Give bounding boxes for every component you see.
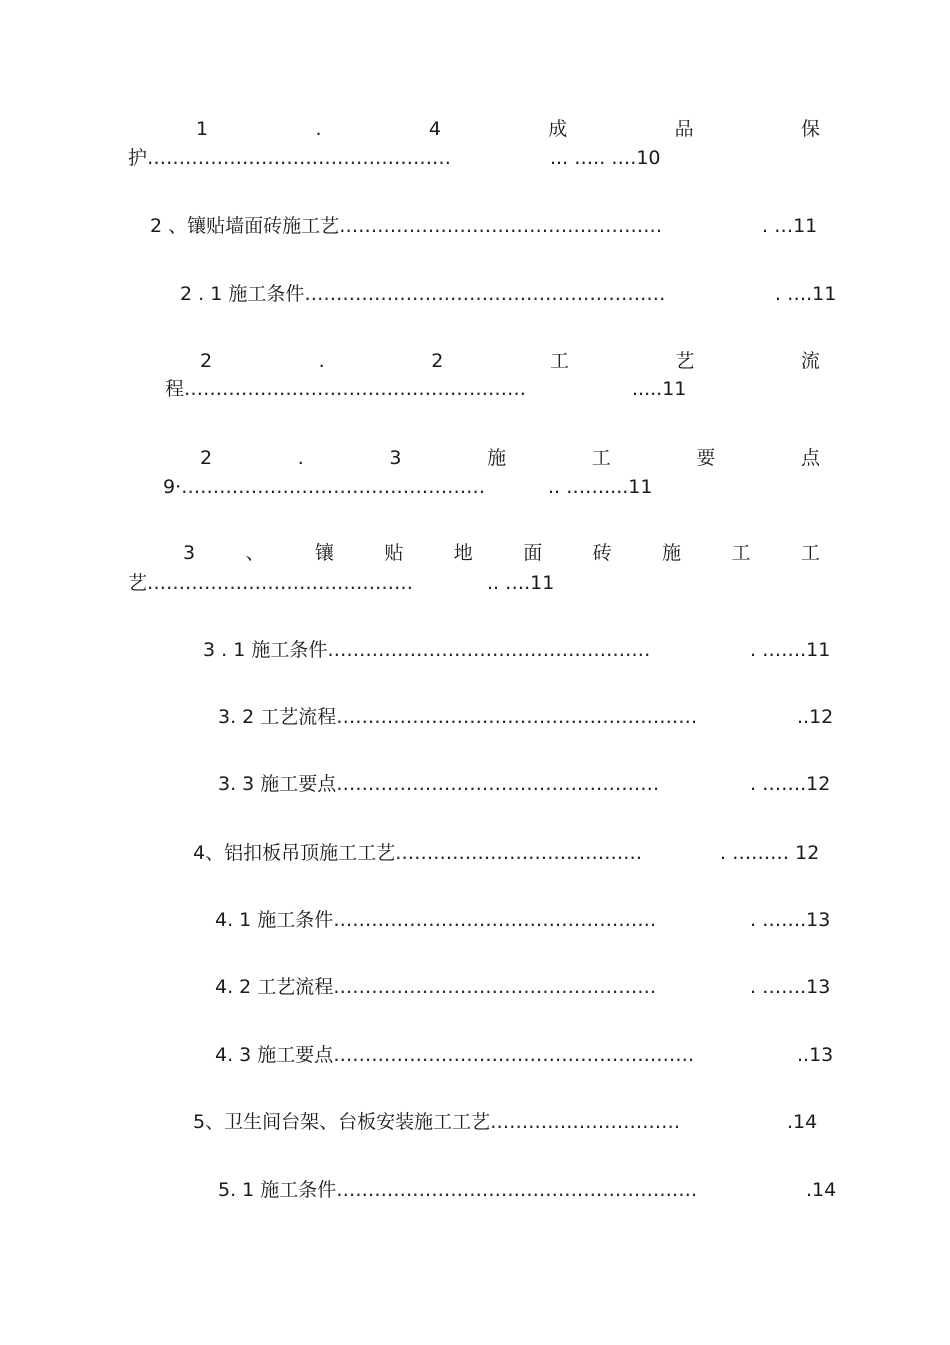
- toc-entry-3-3: [218, 769, 659, 799]
- toc-entry-2-2-leader: [165, 374, 526, 404]
- toc-dots: ……………………………………………: [333, 976, 657, 998]
- toc-dots: ……………………………………………: [336, 773, 660, 795]
- toc-page-number: . …….13: [750, 909, 831, 931]
- toc-dots: ……………………………………………: [339, 215, 663, 237]
- toc-page-number: . ….11: [775, 283, 837, 305]
- toc-dots: …………………………………………: [147, 147, 452, 169]
- toc-page-number: ..12: [797, 706, 834, 728]
- toc-title: 4. 3 施工要点: [215, 1044, 334, 1066]
- toc-dots: ……………………………………………: [333, 909, 657, 931]
- toc-char: 工: [591, 447, 611, 469]
- toc-entry-2-1: [180, 279, 665, 309]
- toc-char: 3: [183, 542, 196, 564]
- toc-title: 3. 3 施工要点: [218, 773, 337, 795]
- toc-title: 2 . 1 施工条件: [180, 283, 305, 305]
- toc-char: .: [297, 447, 304, 469]
- toc-page-number: . ……… 12: [720, 842, 820, 864]
- toc-char: 3: [389, 447, 402, 469]
- toc-dots: ……………………………………………: [327, 639, 651, 661]
- toc-entry-3-heading: [183, 538, 820, 568]
- toc-dots: …………………………………………………: [333, 1044, 695, 1066]
- toc-char: 1: [196, 118, 209, 140]
- toc-entry-4-3: [215, 1040, 694, 1070]
- toc-lead: 9: [163, 476, 176, 498]
- toc-entry-2-3-heading: [200, 443, 820, 473]
- toc-lead: 艺: [128, 572, 148, 594]
- toc-title: 3 . 1 施工条件: [203, 639, 328, 661]
- toc-entry-1-4-heading: [196, 114, 820, 144]
- toc-dots: …………………………………………………: [304, 283, 666, 305]
- toc-entry-2-3-leader: [163, 472, 485, 502]
- toc-entry-3-1: [203, 635, 650, 665]
- toc-char: 面: [523, 542, 543, 564]
- toc-entry-4-1: [215, 905, 656, 935]
- toc-lead: 护: [128, 147, 148, 169]
- toc-char: 、: [245, 542, 265, 564]
- toc-dots: ……………………………………: [147, 572, 414, 594]
- toc-char: 品: [674, 118, 694, 140]
- toc-char: 地: [453, 542, 473, 564]
- toc-entry-3-leader: [128, 568, 413, 598]
- toc-entry-3-2: [218, 702, 697, 732]
- toc-char: 2: [200, 350, 213, 372]
- toc-entry-4: [193, 838, 642, 868]
- toc-page-number: .. ….11: [487, 572, 555, 594]
- toc-dots: ·…………………………………………: [175, 476, 486, 498]
- toc-char: 艺: [675, 350, 695, 372]
- toc-char: 2: [431, 350, 444, 372]
- toc-page-number: .14: [806, 1179, 837, 1201]
- toc-dots: ………………………………………………: [184, 378, 527, 400]
- toc-entry-2: [150, 211, 662, 241]
- toc-dots: …………………………: [490, 1111, 681, 1133]
- toc-char: 成: [548, 118, 568, 140]
- toc-char: 贴: [384, 542, 404, 564]
- toc-char: 2: [200, 447, 213, 469]
- toc-char: 要: [696, 447, 716, 469]
- toc-title: 2 、镶贴墙面砖施工艺: [150, 215, 340, 237]
- toc-title: 5. 1 施工条件: [218, 1179, 337, 1201]
- toc-page-number: . …….13: [750, 976, 831, 998]
- toc-char: 工: [731, 542, 751, 564]
- toc-title: 3. 2 工艺流程: [218, 706, 337, 728]
- toc-page-number: .14: [787, 1111, 818, 1133]
- toc-char: 点: [800, 447, 820, 469]
- toc-page-number: . …….12: [750, 773, 831, 795]
- toc-char: 施: [487, 447, 507, 469]
- toc-entry-5-1: [218, 1175, 697, 1205]
- toc-title: 4. 2 工艺流程: [215, 976, 334, 998]
- toc-title: 4、铝扣板吊顶施工工艺: [193, 842, 396, 864]
- toc-dots: …………………………………………………: [336, 706, 698, 728]
- toc-dots: …………………………………………………: [336, 1179, 698, 1201]
- toc-page-number: ..13: [797, 1044, 834, 1066]
- toc-entry-2-2-heading: [200, 346, 820, 376]
- toc-dots: …………………………………: [395, 842, 643, 864]
- toc-char: 保: [800, 118, 820, 140]
- toc-char: 镶: [314, 542, 334, 564]
- toc-page-number: .. ……....11: [548, 476, 653, 498]
- toc-page-number: ... ….. ….10: [550, 147, 661, 169]
- toc-entry-5: [193, 1107, 680, 1137]
- toc-char: 砖: [592, 542, 612, 564]
- toc-char: 施: [662, 542, 682, 564]
- toc-char: 工: [800, 542, 820, 564]
- toc-char: .: [315, 118, 322, 140]
- toc-title: 4. 1 施工条件: [215, 909, 334, 931]
- toc-char: 工: [549, 350, 569, 372]
- toc-lead: 程: [165, 378, 185, 400]
- toc-page-number: . …11: [762, 215, 818, 237]
- toc-title: 5、卫生间台架、台板安装施工工艺: [193, 1111, 491, 1133]
- toc-char: 4: [428, 118, 441, 140]
- toc-page-number: . …….11: [750, 639, 831, 661]
- toc-page-number: .....11: [632, 378, 687, 400]
- toc-entry-1-4-leader: [128, 143, 451, 173]
- toc-char: 流: [800, 350, 820, 372]
- toc-char: .: [318, 350, 325, 372]
- toc-entry-4-2: [215, 972, 656, 1002]
